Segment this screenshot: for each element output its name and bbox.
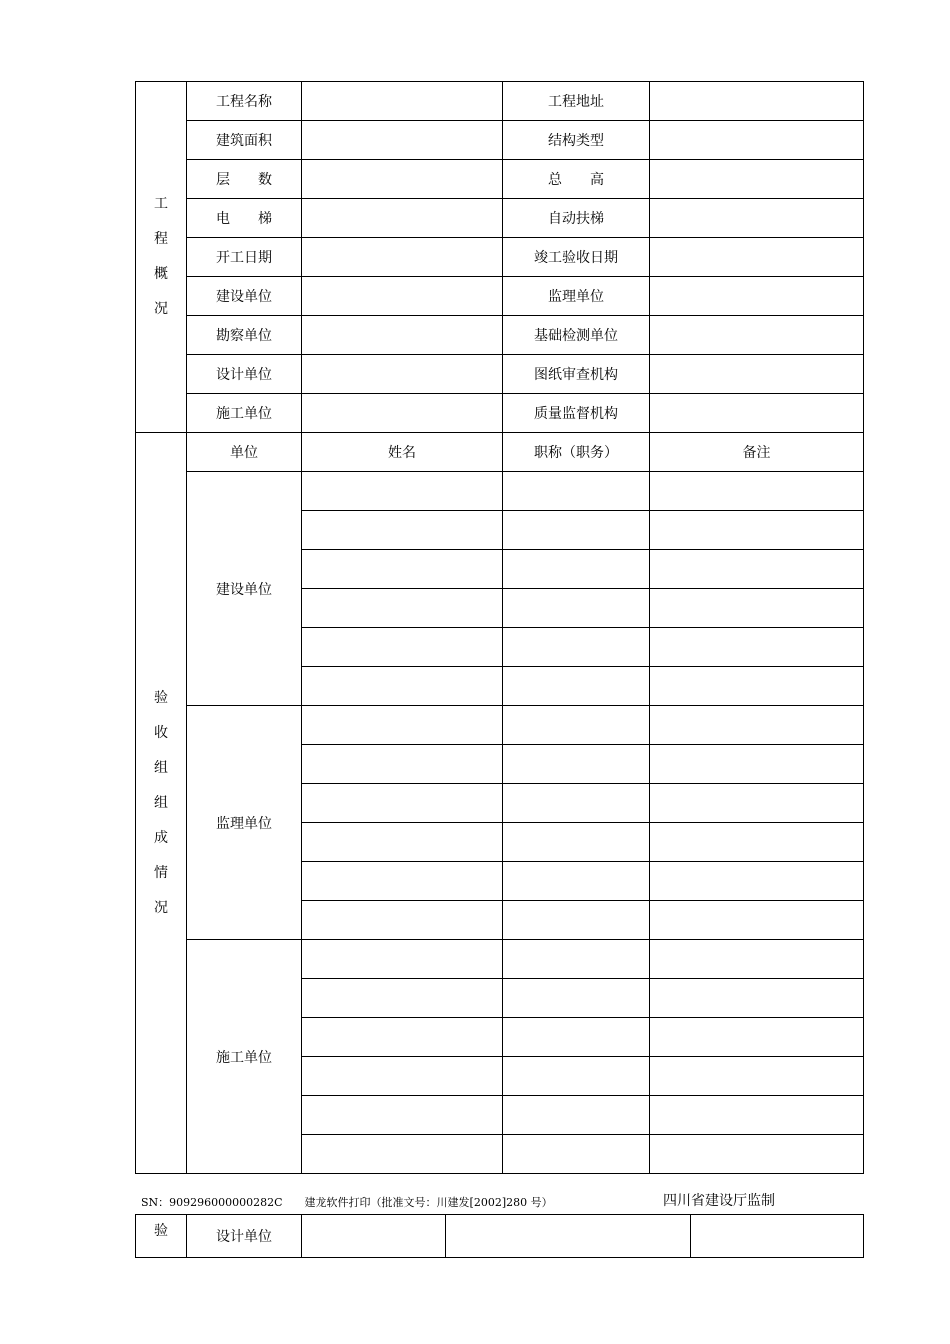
input-cell[interactable] xyxy=(302,901,503,940)
overview-row xyxy=(136,316,864,355)
input-cell[interactable] xyxy=(302,1057,503,1096)
input-cell[interactable] xyxy=(503,589,650,628)
field-value-input[interactable] xyxy=(650,355,864,394)
input-cell[interactable] xyxy=(302,862,503,901)
side-char: 况 xyxy=(154,899,168,916)
committee-row xyxy=(136,706,864,745)
field-value-input[interactable] xyxy=(302,316,503,355)
committee-row xyxy=(136,472,864,511)
column-header: 单位 xyxy=(187,433,302,472)
input-cell[interactable] xyxy=(302,745,503,784)
input-cell[interactable] xyxy=(302,1215,446,1258)
input-cell[interactable] xyxy=(650,472,864,511)
committee-header-row xyxy=(136,433,864,472)
input-cell[interactable] xyxy=(650,667,864,706)
continuation-row xyxy=(136,1215,864,1258)
field-value-input[interactable] xyxy=(650,82,864,121)
input-cell[interactable] xyxy=(302,784,503,823)
input-cell[interactable] xyxy=(503,628,650,667)
input-cell[interactable] xyxy=(650,1018,864,1057)
input-cell[interactable] xyxy=(503,1057,650,1096)
continuation-unit-label: 设计单位 xyxy=(187,1215,302,1258)
field-value-input[interactable] xyxy=(302,160,503,199)
column-header: 备注 xyxy=(650,433,864,472)
field-label: 工程名称 xyxy=(187,82,302,121)
input-cell[interactable] xyxy=(650,1096,864,1135)
input-cell[interactable] xyxy=(650,901,864,940)
field-label: 电 梯 xyxy=(187,199,302,238)
overview-row xyxy=(136,394,864,433)
side-char: 况 xyxy=(154,301,168,317)
field-value-input[interactable] xyxy=(650,160,864,199)
input-cell[interactable] xyxy=(302,1096,503,1135)
supervising-org: 四川省建设厅监制 xyxy=(663,1193,775,1209)
field-value-input[interactable] xyxy=(650,277,864,316)
input-cell[interactable] xyxy=(446,1215,691,1258)
overview-row xyxy=(136,82,864,121)
field-label: 监理单位 xyxy=(503,277,650,316)
input-cell[interactable] xyxy=(503,550,650,589)
column-header: 姓名 xyxy=(302,433,503,472)
side-char: 组 xyxy=(154,794,168,811)
input-cell[interactable] xyxy=(503,862,650,901)
field-value-input[interactable] xyxy=(302,121,503,160)
input-cell[interactable] xyxy=(503,472,650,511)
overview-row xyxy=(136,160,864,199)
input-cell[interactable] xyxy=(302,823,503,862)
input-cell[interactable] xyxy=(302,550,503,589)
input-cell[interactable] xyxy=(691,1215,864,1258)
continuation-side-label: 验 xyxy=(136,1215,187,1258)
input-cell[interactable] xyxy=(650,823,864,862)
field-label: 勘察单位 xyxy=(187,316,302,355)
overview-row xyxy=(136,238,864,277)
input-cell[interactable] xyxy=(503,667,650,706)
field-label: 基础检测单位 xyxy=(503,316,650,355)
field-value-input[interactable] xyxy=(302,394,503,433)
input-cell[interactable] xyxy=(650,706,864,745)
input-cell[interactable] xyxy=(650,628,864,667)
input-cell[interactable] xyxy=(503,1135,650,1174)
field-value-input[interactable] xyxy=(650,199,864,238)
committee-row xyxy=(136,940,864,979)
side-char: 成 xyxy=(154,829,168,846)
acceptance-form-table xyxy=(135,81,864,1174)
input-cell[interactable] xyxy=(302,667,503,706)
side-char: 程 xyxy=(154,231,168,247)
input-cell[interactable] xyxy=(302,706,503,745)
input-cell[interactable] xyxy=(503,511,650,550)
group-label: 施工单位 xyxy=(187,940,302,1174)
side-char: 工 xyxy=(154,196,168,212)
field-value-input[interactable] xyxy=(302,277,503,316)
field-label: 设计单位 xyxy=(187,355,302,394)
input-cell[interactable] xyxy=(503,1018,650,1057)
overview-row xyxy=(136,199,864,238)
overview-row xyxy=(136,355,864,394)
field-value-input[interactable] xyxy=(302,82,503,121)
side-char: 收 xyxy=(154,724,168,741)
input-cell[interactable] xyxy=(650,940,864,979)
serial-number-note: SN：909296000000282C 建龙软件打印（批准文号：川建发[2002]280 号） xyxy=(141,1196,553,1209)
input-cell[interactable] xyxy=(302,940,503,979)
input-cell[interactable] xyxy=(302,589,503,628)
input-cell[interactable] xyxy=(503,940,650,979)
field-label: 层 数 xyxy=(187,160,302,199)
input-cell[interactable] xyxy=(302,979,503,1018)
input-cell[interactable] xyxy=(302,628,503,667)
input-cell[interactable] xyxy=(650,511,864,550)
input-cell[interactable] xyxy=(503,823,650,862)
input-cell[interactable] xyxy=(650,862,864,901)
input-cell[interactable] xyxy=(503,706,650,745)
input-cell[interactable] xyxy=(650,784,864,823)
input-cell[interactable] xyxy=(503,784,650,823)
side-char: 概 xyxy=(154,266,168,282)
field-value-input[interactable] xyxy=(650,394,864,433)
input-cell[interactable] xyxy=(503,979,650,1018)
input-cell[interactable] xyxy=(302,1018,503,1057)
group-label: 建设单位 xyxy=(187,472,302,706)
input-cell[interactable] xyxy=(503,1096,650,1135)
input-cell[interactable] xyxy=(302,1135,503,1174)
field-label: 自动扶梯 xyxy=(503,199,650,238)
field-label: 建筑面积 xyxy=(187,121,302,160)
field-label: 竣工验收日期 xyxy=(503,238,650,277)
input-cell[interactable] xyxy=(302,511,503,550)
field-label: 开工日期 xyxy=(187,238,302,277)
field-label: 质量监督机构 xyxy=(503,394,650,433)
field-label: 结构类型 xyxy=(503,121,650,160)
field-label: 总 高 xyxy=(503,160,650,199)
input-cell[interactable] xyxy=(650,979,864,1018)
side-char: 组 xyxy=(154,759,168,776)
field-value-input[interactable] xyxy=(650,316,864,355)
field-value-input[interactable] xyxy=(302,355,503,394)
field-value-input[interactable] xyxy=(650,121,864,160)
side-char: 验 xyxy=(154,689,168,706)
input-cell[interactable] xyxy=(302,472,503,511)
field-value-input[interactable] xyxy=(302,199,503,238)
overview-row xyxy=(136,121,864,160)
column-header: 职称（职务） xyxy=(503,433,650,472)
input-cell[interactable] xyxy=(503,901,650,940)
side-char: 情 xyxy=(154,864,168,881)
input-cell[interactable] xyxy=(650,1057,864,1096)
input-cell[interactable] xyxy=(503,745,650,784)
input-cell[interactable] xyxy=(650,745,864,784)
group-label: 监理单位 xyxy=(187,706,302,940)
continuation-table xyxy=(135,1214,864,1258)
field-label: 建设单位 xyxy=(187,277,302,316)
overview-row xyxy=(136,277,864,316)
input-cell[interactable] xyxy=(650,550,864,589)
input-cell[interactable] xyxy=(650,1135,864,1174)
section-side-label xyxy=(136,433,187,1174)
field-value-input[interactable] xyxy=(650,238,864,277)
field-label: 施工单位 xyxy=(187,394,302,433)
section-side-label xyxy=(136,82,187,433)
field-label: 工程地址 xyxy=(503,82,650,121)
input-cell[interactable] xyxy=(650,589,864,628)
field-label: 图纸审查机构 xyxy=(503,355,650,394)
field-value-input[interactable] xyxy=(302,238,503,277)
